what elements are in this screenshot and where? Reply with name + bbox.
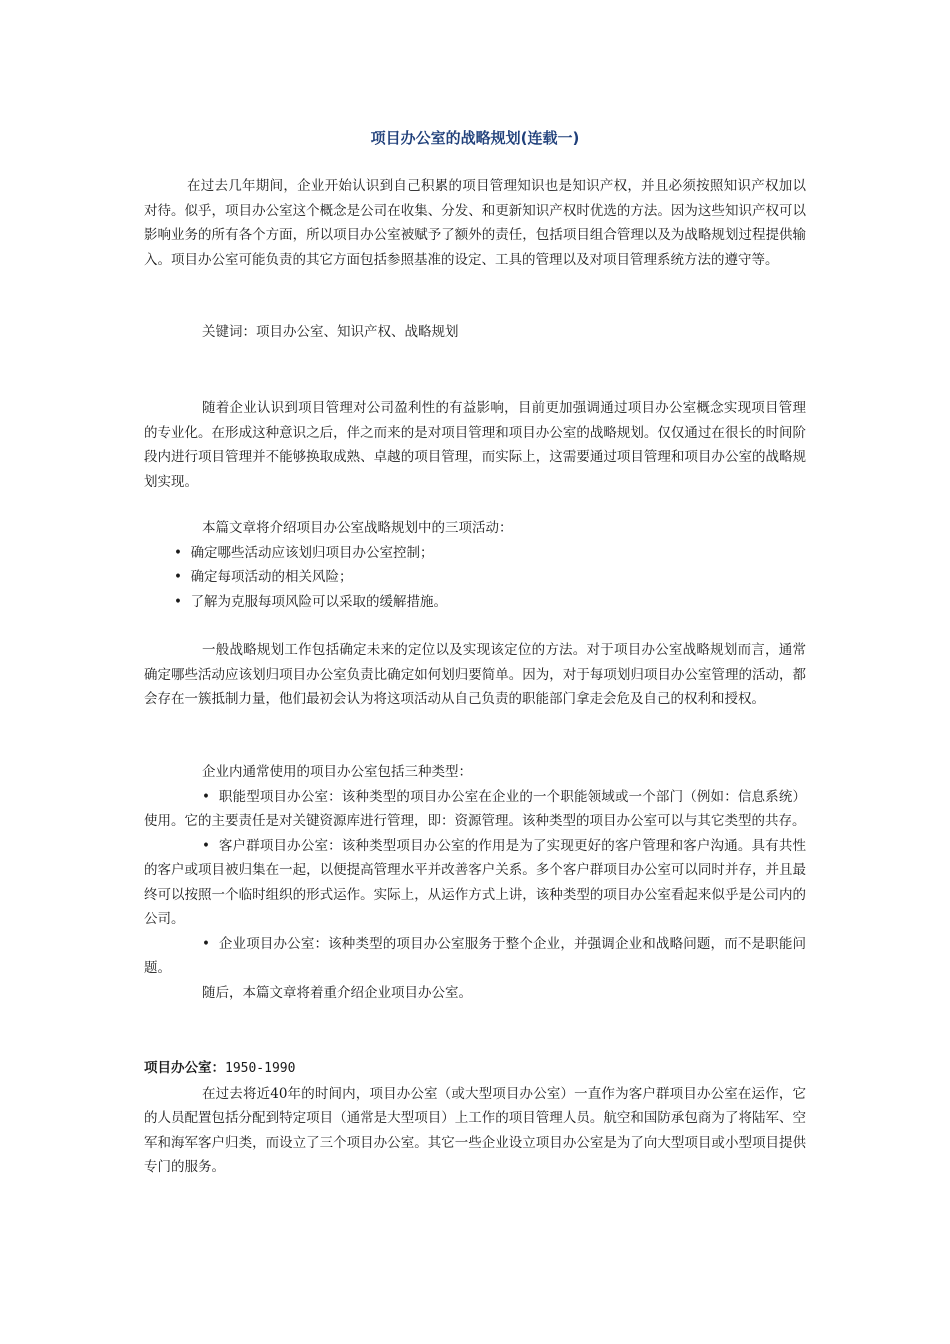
bullet-icon: • (202, 837, 210, 854)
activity-item-3: • 了解为克服每项风险可以采取的缓解措施。 (174, 593, 448, 610)
type-item-customer: • 客户群项目办公室：该种类型项目办公室的作用是为了实现更好的客户管理和客户沟通。具有共性的客户或项目被归集在一起，以便提高管理水平并改善客户关系。多个客户群项目办公室可以同时并存，并且最终可以按照一个临时组织的形式运作。实际上，从运作方式上讲，该种类型的项目办公室看起来似乎是公司内的公司。 (144, 837, 806, 927)
bullet-icon: • (202, 788, 210, 805)
section-paragraph: 在过去将近40年的时间内，项目办公室（或大型项目办公室）一直作为客户群项目办公室在运作，它的人员配置包括分配到特定项目（通常是大型项目）上工作的项目管理人员。航空和国防承包商为了将陆军、空军和海军客户归类，而设立了三个项目办公室。其它一些企业设立项目办公室是为了向大型项目或小型项目提供专门的服务。 (144, 1085, 806, 1175)
body-paragraph-1 (144, 396, 806, 494)
intro-paragraph (144, 174, 806, 272)
type-item-functional: • 职能型项目办公室：该种类型的项目办公室在企业的一个职能领域或一个部门（例如：信息系统）使用。它的主要责任是对关键资源库进行管理，即：资源管理。该种类型的项目办公室可以与其它类型的共存。 (144, 788, 806, 829)
types-intro: 企业内通常使用的项目办公室包括三种类型： (202, 764, 472, 780)
section-heading: 项目办公室：1950-1990 (144, 1060, 296, 1076)
bullet-icon: • (174, 544, 182, 561)
type-item-enterprise: • 企业项目办公室：该种类型的项目办公室服务于整个企业，并强调企业和战略问题，而不是职能问题。 (144, 935, 806, 976)
activity-item-2: • 确定每项活动的相关风险； (174, 569, 353, 585)
keywords-text: 关键词：项目办公室、知识产权、战略规划 (202, 324, 459, 340)
bullet-icon: • (202, 935, 210, 952)
section-1950-1990 (144, 1056, 806, 1180)
page-title: 项目办公室的战略规划(连载一) (370, 129, 580, 147)
activity-item-1: • 确定哪些活动应该划归项目办公室控制； (174, 544, 434, 561)
activities-intro: 本篇文章将介绍项目办公室战略规划中的三项活动： (202, 520, 513, 536)
types-outro: 随后，本篇文章将着重介绍企业项目办公室。 (202, 984, 472, 1001)
keywords-line (144, 320, 806, 345)
intro-text: 在过去几年期间，企业开始认识到自己积累的项目管理知识也是知识产权，并且必须按照知识产权加以对待。似乎，项目办公室这个概念是公司在收集、分发、和更新知识产权时优选的方法。因为这些知识产权可以影响业务的所有各个方面，所以项目办公室被赋予了额外的责任，包括项目组合管理以及为战略规划过程提供输入。项目办公室可能负责的其它方面包括参照基准的设定、工具的管理以及对项目管理系统方法的遵守等。 (144, 178, 806, 268)
paragraph-1-text: 随着企业认识到项目管理对公司盈利性的有益影响，目前更加强调通过项目办公室概念实现项目管理的专业化。在形成这种意识之后，伴之而来的是对项目管理和项目办公室的战略规划。仅仅通过在很长的时间阶段内进行项目管理并不能够换取成熟、卓越的项目管理，而实际上，这需要通过项目管理和项目办公室的战略规划实现。 (144, 400, 806, 490)
bullet-icon: • (174, 569, 182, 585)
bullet-icon: • (174, 593, 182, 610)
paragraph-2-text: 一般战略规划工作包括确定未来的定位以及实现该定位的方法。对于项目办公室战略规划而言，通常确定哪些活动应该划归项目办公室负责比确定如何划归要简单。因为，对于每项划归项目办公室管理的活动，都会存在一簇抵制力量，他们最初会认为将这项活动从自己负责的职能部门拿走会危及自己的权利和授权。 (144, 642, 806, 707)
body-paragraph-2 (144, 638, 806, 712)
activities-section (144, 516, 806, 614)
types-section (144, 760, 806, 1005)
